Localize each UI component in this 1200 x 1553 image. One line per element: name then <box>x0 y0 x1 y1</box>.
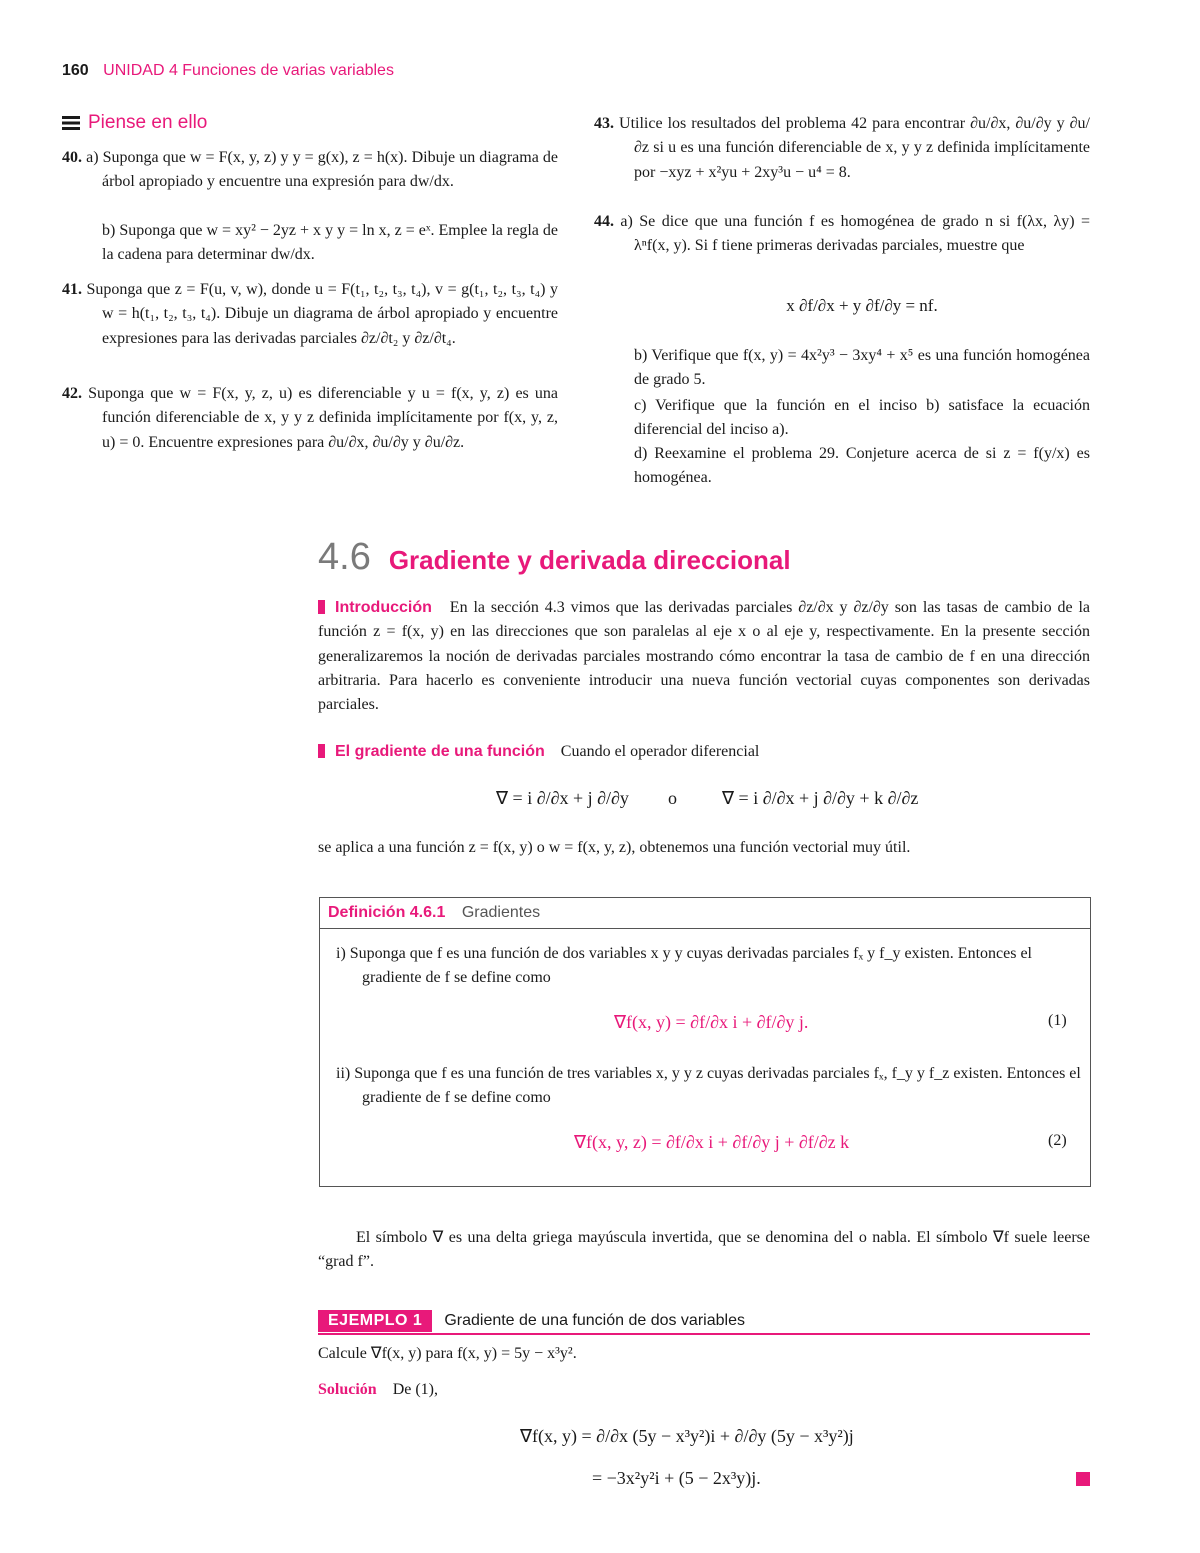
section-number: 4.6 <box>318 536 371 578</box>
problem-40b: b) Suponga que w = xy² − 2yz + x y y = ln x, z = eˣ. Emplee la regla de la cadena para determinar dw/dx. <box>102 222 558 264</box>
problem-44a: 44. a) Se dice que una función f es homogénea de grado n si f(λx, λy) = λⁿf(x, y). Si f tiene primeras derivadas parciales, muestre que <box>594 213 1090 255</box>
example-heading <box>318 1310 745 1332</box>
gradient-runhead: El gradiente de una función <box>335 743 545 760</box>
problem-43: 43. Utilice los resultados del problema 42 para encontrar ∂u/∂x, ∂u/∂y y ∂u/∂z si u es una función diferenciable de x, y y z definida implícitamente por −xyz + x²yu + 2xy³u − u⁴ = 8. <box>594 115 1091 181</box>
gradient-equation-2: ∇f(x, y, z) = ∂f/∂x i + ∂f/∂y j + ∂f/∂z k <box>574 1132 850 1152</box>
intro-paragraph <box>318 596 1090 717</box>
unit-title: UNIDAD 4 Funciones de varias variables <box>103 62 394 79</box>
example-equation-line-2: = −3x²y²i + (5 − 2x³y)j. <box>592 1468 761 1488</box>
solution-label: Solución <box>318 1381 377 1398</box>
bullet-square-icon <box>318 744 325 758</box>
solution-text: De (1), <box>392 1381 438 1398</box>
problem-44b: b) Verifique que f(x, y) = 4x²y³ − 3xy⁴ + x⁵ es una función homogénea de grado 5. <box>634 347 1090 389</box>
problem-44c: c) Verifique que la función en el inciso b) satisface la ecuación diferencial del inciso a). <box>634 397 1090 439</box>
end-of-example-square-icon <box>1076 1472 1090 1486</box>
definition-part-i: i) Suponga que f es una función de dos variables x y y cuyas derivadas parciales fₓ y f_y existen. Entonces el gradiente de f se define como <box>336 945 1032 987</box>
intro-runhead: Introducción <box>335 599 432 616</box>
nabla-paragraph: El símbolo ∇ es una delta griega mayúscula invertida, que se denomina del o nabla. El símbolo ∇f suele leerse “grad f”. <box>318 1229 1090 1271</box>
gradient-after-text: se aplica a una función z = f(x, y) o w = f(x, y, z), obtenemos una función vectorial muy útil. <box>318 839 911 856</box>
definition-label: Definición 4.6.1 <box>328 904 446 921</box>
section-name: Gradiente y derivada direccional <box>388 545 791 575</box>
section-title <box>318 536 791 579</box>
operator-or: o <box>668 788 677 808</box>
problem-44d: d) Reexamine el problema 29. Conjeture acerca de si z = f(y/x) es homogénea. <box>634 445 1090 487</box>
section-label-piense: Piense en ello <box>62 112 207 134</box>
intro-text: En la sección 4.3 vimos que las derivadas parciales ∂z/∂x y ∂z/∂y son las tasas de cambio de la función z = f(x, y) en las direcciones que son paralelas al eje x o al eje y, respectivamente. En la presente sección generalizaremos la noción de derivadas parciales mostrando cómo encontrar la tasa de cambio de f en una dirección arbitraria. Para hacerlo es conveniente introducir una nueva función vectorial cuyas componentes son derivadas parciales. <box>318 599 1091 714</box>
equation-number-1: (1) <box>1048 1012 1067 1029</box>
equation-44a: x ∂f/∂x + y ∂f/∂y = nf. <box>786 296 938 315</box>
gradient-text: Cuando el operador diferencial <box>560 743 760 760</box>
gradient-paragraph <box>318 740 1090 764</box>
page-number: 160 <box>62 62 89 79</box>
page-header <box>62 62 394 80</box>
example-title: Gradiente de una función de dos variables <box>444 1312 745 1329</box>
operator-2d: ∇ = i ∂/∂x + j ∂/∂y <box>496 788 629 808</box>
definition-part-ii: ii) Suponga que f es una función de tres variables x, y y z cuyas derivadas parciales fₓ, f_y y f_z existen. Entonces el gradiente de f se define como <box>336 1065 1081 1107</box>
problem-42: 42. Suponga que w = F(x, y, z, u) es diferenciable y u = f(x, y, z) es una función diferenciable de x, y y z definida implícitamente por f(x, y, z, u) = 0. Encuentre expresiones para ∂u/∂x, ∂u/∂y y ∂u/∂z. <box>62 385 559 451</box>
example-tag: EJEMPLO 1 <box>318 1310 432 1332</box>
definition-name: Gradientes <box>461 904 541 921</box>
definition-header <box>320 898 1090 929</box>
definition-box <box>319 897 1091 1187</box>
bullet-square-icon <box>318 600 325 614</box>
example-solution <box>318 1378 1090 1402</box>
example-rule <box>318 1333 1090 1335</box>
problem-41: 41. Suponga que z = F(u, v, w), donde u = F(t₁, t₂, t₃, t₄), v = g(t₁, t₂, t₃, t₄) y w = h(t₁, t₂, t₃, t₄). Dibuje un diagrama de árbol apropiado y encuentre expresiones para las derivadas parciales ∂z/∂t₂ y ∂z/∂t₄. <box>62 281 558 347</box>
equation-number-2: (2) <box>1048 1132 1067 1149</box>
example-prompt: Calcule ∇f(x, y) para f(x, y) = 5y − x³y². <box>318 1345 577 1362</box>
problem-40a: 40. a) Suponga que w = F(x, y, z) y y = g(x), z = h(x). Dibuje un diagrama de árbol apropiado y encuentre una expresión para dw/dx. <box>62 149 559 191</box>
menu-bars-icon <box>62 116 80 130</box>
example-equation-line-1: ∇f(x, y) = ∂/∂x (5y − x³y²)i + ∂/∂y (5y − x³y²)j <box>520 1426 854 1446</box>
operator-3d: ∇ = i ∂/∂x + j ∂/∂y + k ∂/∂z <box>722 788 919 808</box>
gradient-equation-1: ∇f(x, y) = ∂f/∂x i + ∂f/∂y j. <box>614 1012 809 1032</box>
